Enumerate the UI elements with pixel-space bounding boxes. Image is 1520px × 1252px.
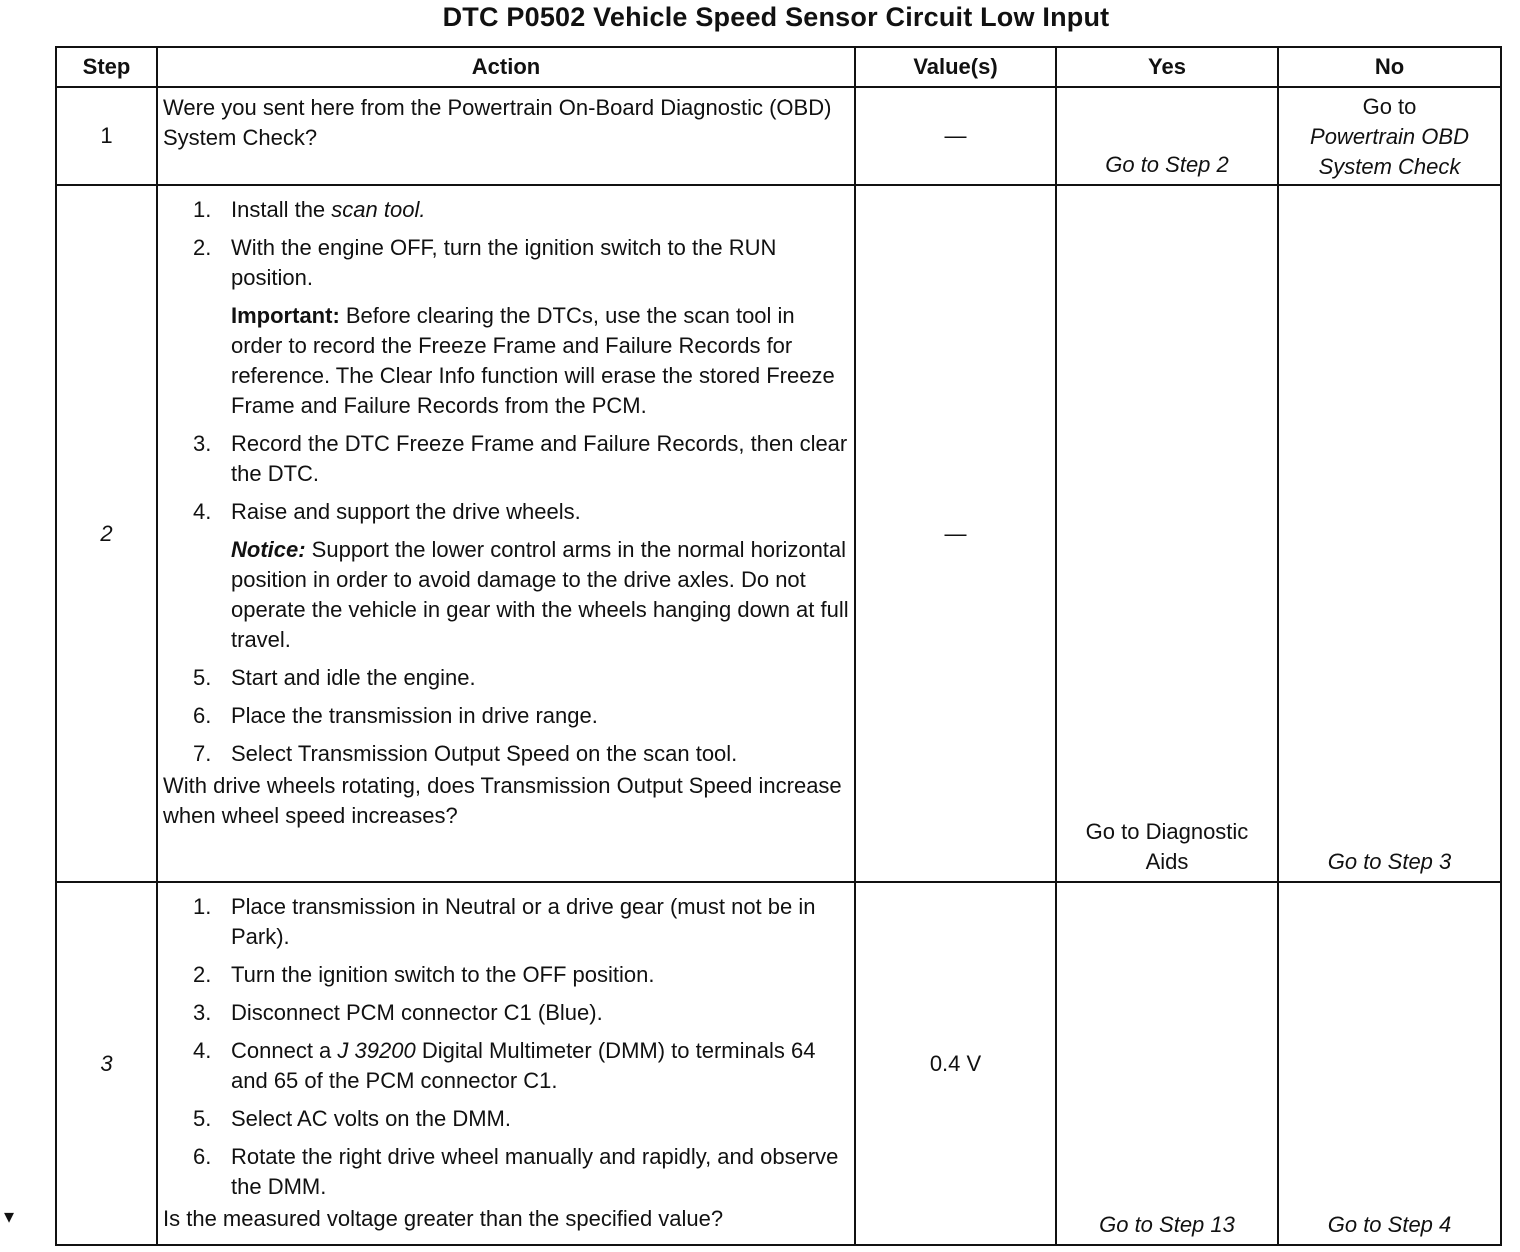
list-item: 4. Raise and support the drive wheels. — [193, 499, 581, 524]
no-link[interactable]: Powertrain OBD System Check — [1310, 123, 1469, 179]
value-cell: — — [855, 87, 1056, 185]
step-list — [163, 195, 850, 293]
list-item: 3. Disconnect PCM connector C1 (Blue). — [193, 1000, 603, 1025]
no-cell[interactable]: Go to Step 4 — [1278, 882, 1501, 1245]
action-cell — [157, 882, 855, 1245]
no-cell[interactable] — [1278, 87, 1501, 185]
margin-mark: ▾ — [4, 1206, 15, 1228]
action-cell — [157, 185, 855, 882]
diagnostic-table — [55, 46, 1502, 1246]
step-number: 2 — [56, 185, 157, 882]
step-list — [163, 663, 850, 769]
no-prefix: Go to — [1362, 93, 1417, 119]
list-item: 2. With the engine OFF, turn the ignition switch to the RUN position. — [193, 235, 777, 290]
step-list — [163, 892, 850, 1202]
list-item: 6. Rotate the right drive wheel manually and rapidly, and observe the DMM. — [193, 1144, 839, 1199]
header-step: Step — [56, 47, 157, 87]
step-number: 3 — [56, 882, 157, 1245]
list-item: 6. Place the transmission in drive range. — [193, 703, 598, 728]
list-item: 7. Select Transmission Output Speed on the scan tool. — [193, 741, 738, 766]
value-cell: 0.4 V — [855, 882, 1056, 1245]
list-item: 4. Connect a J 39200 Digital Multimeter (DMM) to terminals 64 and 65 of the PCM connector C1. — [193, 1038, 816, 1093]
action-question: With drive wheels rotating, does Transmission Output Speed increase when wheel speed increases? — [163, 773, 842, 828]
value-cell: — — [855, 185, 1056, 882]
table-row — [56, 882, 1501, 1245]
table-row — [56, 87, 1501, 185]
header-action: Action — [157, 47, 855, 87]
yes-cell[interactable]: Go to Step 13 — [1056, 882, 1278, 1245]
list-item: 5. Start and idle the engine. — [193, 665, 476, 690]
important-note: Important: Before clearing the DTCs, use the scan tool in order to record the Freeze Frame and Failure Records for reference. The Clear Info function will erase the stored Freeze Frame and Failure Records from the PCM. — [231, 303, 835, 418]
header-values: Value(s) — [855, 47, 1056, 87]
table-row — [56, 185, 1501, 882]
document-title: DTC P0502 Vehicle Speed Sensor Circuit Low Input — [442, 2, 1110, 32]
list-item: 2. Turn the ignition switch to the OFF position. — [193, 962, 655, 987]
step-number: 1 — [56, 87, 157, 185]
no-cell[interactable]: Go to Step 3 — [1278, 185, 1501, 882]
action-question: Is the measured voltage greater than the specified value? — [163, 1206, 724, 1231]
list-item: 5. Select AC volts on the DMM. — [193, 1106, 511, 1131]
header-no: No — [1278, 47, 1501, 87]
list-item: 3. Record the DTC Freeze Frame and Failure Records, then clear the DTC. — [193, 431, 848, 486]
yes-cell[interactable]: Go to Diagnostic Aids — [1056, 185, 1278, 882]
header-yes: Yes — [1056, 47, 1278, 87]
step-list — [163, 429, 850, 527]
list-item: 1. Install the scan tool. — [193, 197, 426, 222]
action-cell — [157, 87, 855, 185]
notice-note: Notice: Support the lower control arms in the normal horizontal position in order to avoid damage to the drive axles. Do not operate the vehicle in gear with the wheels hanging down at full travel. — [231, 537, 849, 652]
header-row — [56, 47, 1501, 87]
list-item: 1. Place transmission in Neutral or a drive gear (must not be in Park). — [193, 894, 816, 949]
yes-cell[interactable]: Go to Step 2 — [1056, 87, 1278, 185]
action-question: Were you sent here from the Powertrain On-Board Diagnostic (OBD) System Check? — [163, 95, 832, 150]
